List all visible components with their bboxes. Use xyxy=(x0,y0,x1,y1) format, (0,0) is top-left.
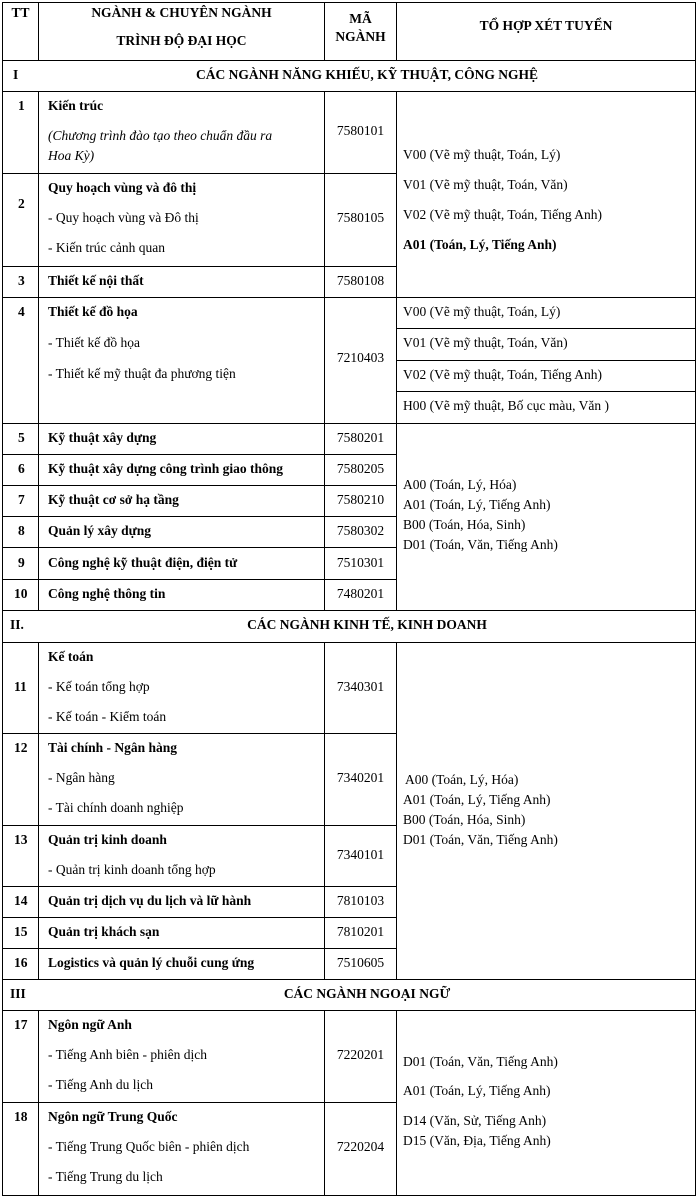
col-sep xyxy=(324,1010,325,1196)
combo-item: D15 (Văn, Địa, Tiếng Anh) xyxy=(403,1133,551,1148)
major-name: Quản trị dịch vụ du lịch và lữ hành xyxy=(48,893,252,908)
major-code: 7810103 xyxy=(336,893,385,908)
combo-item: D14 (Văn, Sử, Tiếng Anh) xyxy=(403,1113,547,1128)
combo-sep xyxy=(396,391,696,392)
col-sep xyxy=(38,91,39,610)
combo-sep xyxy=(396,360,696,361)
major-name: Ngôn ngữ Trung Quốc xyxy=(48,1109,178,1124)
major-code: 7510301 xyxy=(336,555,385,570)
row-number: 6 xyxy=(18,461,25,476)
combo-item: D01 (Toán, Văn, Tiếng Anh) xyxy=(403,832,558,847)
combo-item: D01 (Toán, Văn, Tiếng Anh) xyxy=(403,537,558,552)
row-sep xyxy=(2,579,397,580)
row-number: 15 xyxy=(14,924,28,939)
combo-item: V00 (Vẽ mỹ thuật, Toán, Lý) xyxy=(403,304,561,319)
row-sep xyxy=(2,733,397,734)
row-sep xyxy=(2,948,397,949)
table-border-left xyxy=(2,2,3,1196)
major-name: Thiết kế đồ họa xyxy=(48,304,138,319)
row-number: 8 xyxy=(18,523,25,538)
row-sep xyxy=(2,886,397,887)
major-code: 7580210 xyxy=(336,492,385,507)
combo-item: A00 (Toán, Lý, Hóa) xyxy=(405,772,519,787)
row-number: 17 xyxy=(14,1017,28,1032)
major-code: 7580108 xyxy=(336,273,385,288)
major-name: Công nghệ kỹ thuật điện, điện tử xyxy=(48,555,238,570)
combo-item: V00 (Vẽ mỹ thuật, Toán, Lý) xyxy=(403,147,561,162)
row-number: 12 xyxy=(14,740,28,755)
row-number: 9 xyxy=(18,555,25,570)
major-name: Kỹ thuật cơ sở hạ tầng xyxy=(48,492,179,507)
header-code-line2: NGÀNH xyxy=(335,29,386,44)
major-name: Quản trị khách sạn xyxy=(48,924,160,939)
major-code: 7580105 xyxy=(336,210,385,225)
col-sep xyxy=(38,1010,39,1196)
row-sep xyxy=(2,642,696,643)
major-name: Ngôn ngữ Anh xyxy=(48,1017,132,1032)
specialization: - Quy hoạch vùng và Đô thị xyxy=(48,210,199,225)
major-name: Quản trị kinh doanh xyxy=(48,832,167,847)
combo-item: D01 (Toán, Văn, Tiếng Anh) xyxy=(403,1054,558,1069)
row-number: 2 xyxy=(18,196,25,211)
section-title: CÁC NGÀNH KINH TẾ, KINH DOANH xyxy=(247,617,487,632)
header-major-line1: NGÀNH & CHUYÊN NGÀNH xyxy=(91,5,272,20)
row-number: 11 xyxy=(14,679,27,694)
specialization: - Tiếng Trung du lịch xyxy=(48,1169,163,1184)
major-name: Quản lý xây dựng xyxy=(48,523,152,538)
combo-item: V02 (Vẽ mỹ thuật, Toán, Tiếng Anh) xyxy=(403,367,603,382)
row-sep xyxy=(2,979,696,980)
row-sep xyxy=(2,266,397,267)
major-name: Tài chính - Ngân hàng xyxy=(48,740,178,755)
combo-item: A00 (Toán, Lý, Hóa) xyxy=(403,477,517,492)
major-code: 7220204 xyxy=(336,1139,385,1154)
section-numeral: I xyxy=(13,67,19,82)
specialization: - Quản trị kinh doanh tổng hợp xyxy=(48,862,216,877)
major-name: Quy hoạch vùng và đô thị xyxy=(48,180,197,195)
row-number: 5 xyxy=(18,430,25,445)
specialization: - Tài chính doanh nghiệp xyxy=(48,800,184,815)
major-code: 7810201 xyxy=(336,924,385,939)
major-name: Kiến trúc xyxy=(48,98,104,113)
combo-item: A01 (Toán, Lý, Tiếng Anh) xyxy=(403,497,551,512)
row-sep xyxy=(2,297,696,298)
combo-item: H00 (Vẽ mỹ thuật, Bố cục màu, Văn ) xyxy=(403,398,609,413)
section-title: CÁC NGÀNH NGOẠI NGỮ xyxy=(283,986,451,1001)
major-code: 7340101 xyxy=(336,847,385,862)
major-code: 7340201 xyxy=(336,770,385,785)
combo-item: A01 (Toán, Lý, Tiếng Anh) xyxy=(403,792,551,807)
row-sep xyxy=(2,1102,397,1103)
specialization: - Ngân hàng xyxy=(48,770,115,785)
admission-table xyxy=(2,2,696,1196)
row-sep xyxy=(2,610,696,611)
combo-sep xyxy=(396,328,696,329)
header-combos: TỔ HỢP XÉT TUYỂN xyxy=(479,18,613,33)
major-code: 7210403 xyxy=(336,350,385,365)
table-border-right xyxy=(695,2,696,1196)
specialization: - Kế toán - Kiểm toán xyxy=(48,709,167,724)
combo-item: V02 (Vẽ mỹ thuật, Toán, Tiếng Anh) xyxy=(403,207,603,222)
specialization: - Thiết kế mỹ thuật đa phương tiện xyxy=(48,366,236,381)
table-border-bottom xyxy=(2,1195,696,1196)
header-tt: TT xyxy=(11,5,30,20)
major-code: 7480201 xyxy=(336,586,385,601)
specialization: - Kế toán tổng hợp xyxy=(48,679,150,694)
row-number: 10 xyxy=(14,586,28,601)
row-sep xyxy=(2,825,397,826)
combo-item: A01 (Toán, Lý, Tiếng Anh) xyxy=(403,237,557,252)
specialization: - Kiến trúc cảnh quan xyxy=(48,240,165,255)
specialization: - Thiết kế đồ họa xyxy=(48,335,140,350)
header-major-line2: TRÌNH ĐỘ ĐẠI HỌC xyxy=(116,33,247,48)
row-sep xyxy=(2,516,397,517)
row-sep xyxy=(2,173,397,174)
specialization: - Tiếng Anh biên - phiên dịch xyxy=(48,1047,207,1062)
major-code: 7220201 xyxy=(336,1047,385,1062)
row-number: 18 xyxy=(14,1109,28,1124)
major-name: Logistics và quản lý chuỗi cung ứng xyxy=(48,955,255,970)
major-code: 7580302 xyxy=(336,523,385,538)
major-note: (Chương trình đào tạo theo chuẩn đầu ra xyxy=(48,128,273,143)
major-name: Thiết kế nội thất xyxy=(48,273,144,288)
header-code-line1: MÃ xyxy=(349,11,372,26)
row-sep xyxy=(2,423,696,424)
row-number: 13 xyxy=(14,832,28,847)
major-code: 7580101 xyxy=(336,123,385,138)
major-name: Kỹ thuật xây dựng công trình giao thông xyxy=(48,461,284,476)
section-numeral: III xyxy=(10,986,26,1001)
row-sep xyxy=(2,547,397,548)
row-sep xyxy=(2,91,696,92)
major-name: Kế toán xyxy=(48,649,94,664)
combo-item: A01 (Toán, Lý, Tiếng Anh) xyxy=(403,1083,551,1098)
row-sep xyxy=(2,917,397,918)
major-code: 7510605 xyxy=(336,955,385,970)
row-sep xyxy=(2,454,397,455)
combo-item: V01 (Vẽ mỹ thuật, Toán, Văn) xyxy=(403,177,568,192)
section-title: CÁC NGÀNH NĂNG KHIẾU, KỸ THUẬT, CÔNG NGHỆ xyxy=(196,67,538,82)
row-number: 7 xyxy=(18,492,25,507)
row-sep xyxy=(2,485,397,486)
row-sep xyxy=(2,60,696,61)
combo-item: B00 (Toán, Hóa, Sinh) xyxy=(403,812,526,827)
row-sep xyxy=(2,1010,696,1011)
col-sep xyxy=(396,91,397,610)
table-border-top xyxy=(2,2,696,3)
row-number: 14 xyxy=(14,893,28,908)
major-code: 7340301 xyxy=(336,679,385,694)
row-number: 1 xyxy=(18,98,25,113)
major-code: 7580201 xyxy=(336,430,385,445)
col-sep xyxy=(396,1010,397,1196)
row-number: 3 xyxy=(18,273,25,288)
col-sep xyxy=(396,642,397,979)
major-note: Hoa Kỳ) xyxy=(48,148,95,163)
combo-item: B00 (Toán, Hóa, Sinh) xyxy=(403,517,526,532)
specialization: - Tiếng Trung Quốc biên - phiên dịch xyxy=(48,1139,250,1154)
col-sep xyxy=(38,642,39,979)
combo-item: V01 (Vẽ mỹ thuật, Toán, Văn) xyxy=(403,335,568,350)
specialization: - Tiếng Anh du lịch xyxy=(48,1077,154,1092)
major-code: 7580205 xyxy=(336,461,385,476)
row-number: 16 xyxy=(14,955,28,970)
section-numeral: II. xyxy=(10,617,24,632)
row-number: 4 xyxy=(18,304,25,319)
major-name: Kỹ thuật xây dựng xyxy=(48,430,157,445)
major-name: Công nghệ thông tin xyxy=(48,586,166,601)
